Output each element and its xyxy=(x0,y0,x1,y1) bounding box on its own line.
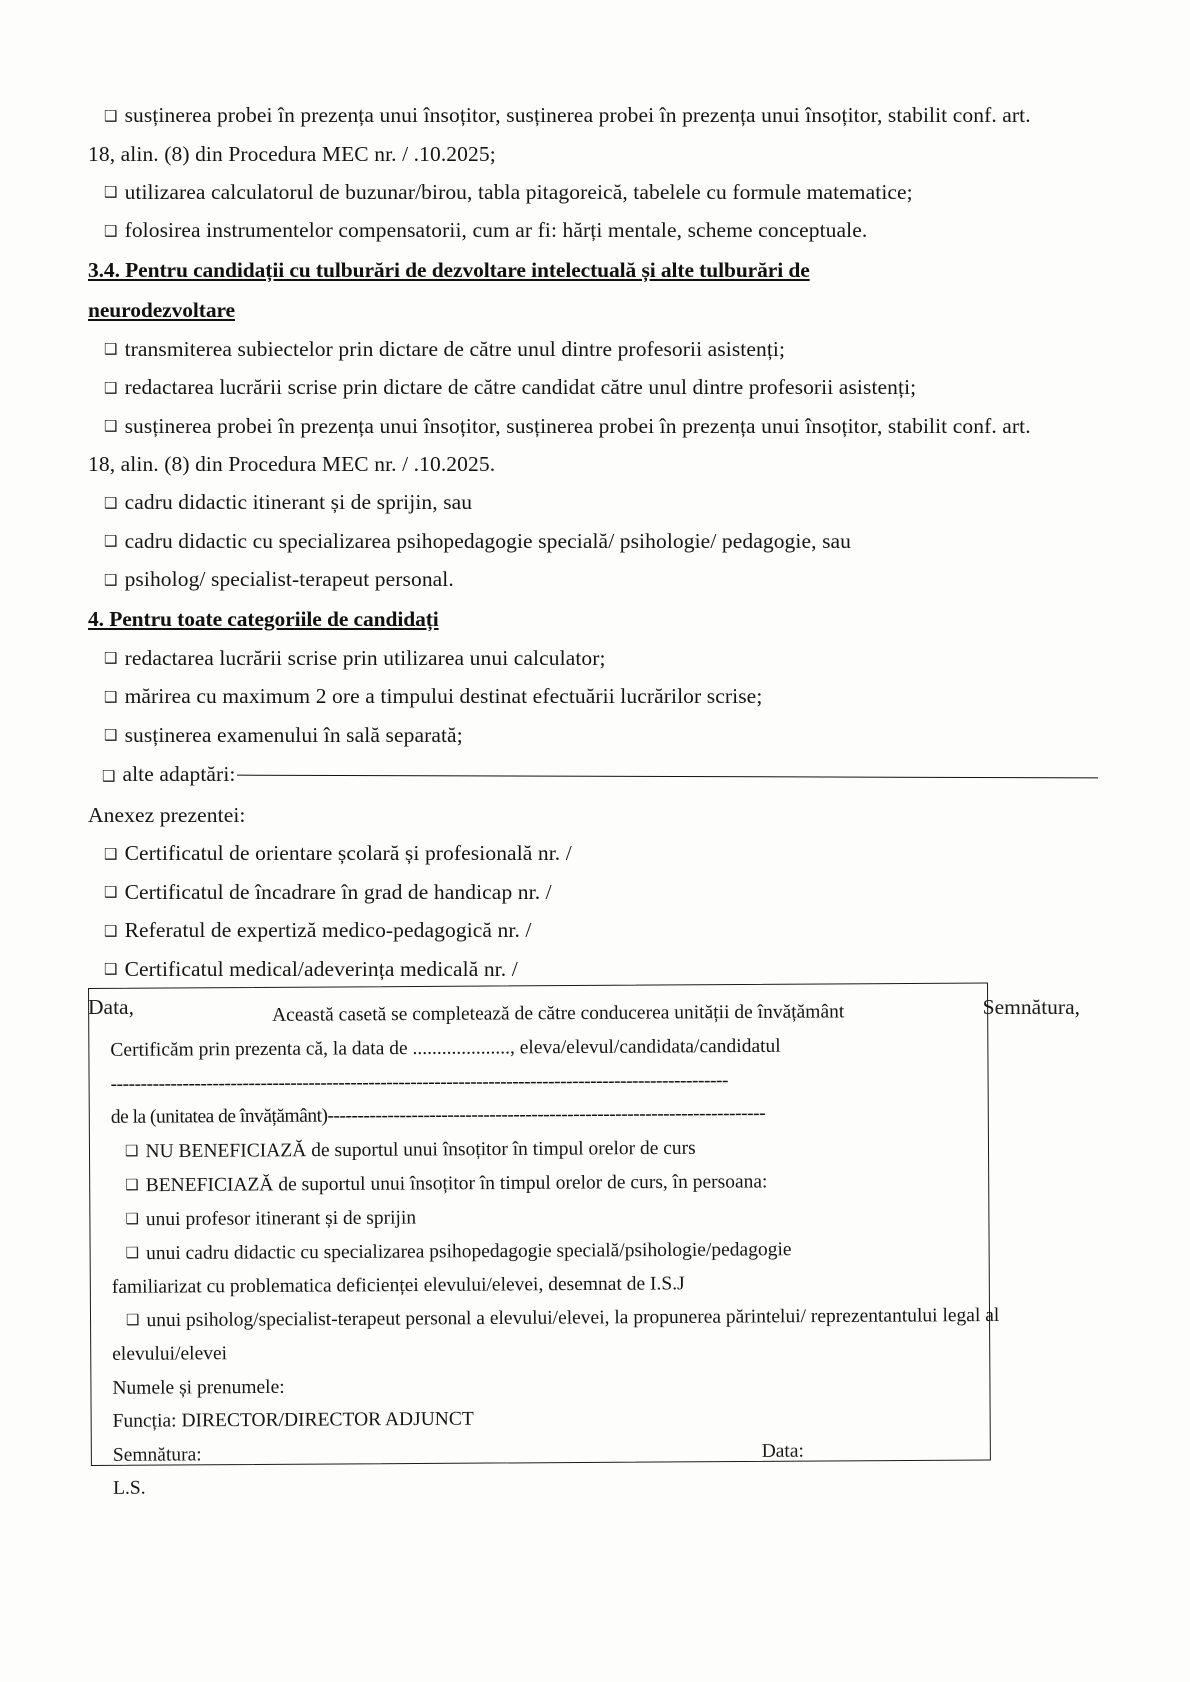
list-item xyxy=(111,1163,967,1202)
list-item-label: mărirea cu maximum 2 ore a timpului destinat efectuării lucrărilor scrise; xyxy=(124,684,763,708)
section-heading-3-4-line-1: 3.4. Pentru candidații cu tulburări de dezvoltare intelectuală și alte tulburări de xyxy=(88,257,810,282)
official-box-title: Această casetă se completează de către conducerea unității de învățământ xyxy=(271,1001,845,1026)
continuation-text: 18, alin. (8) din Procedura MEC nr. / .10.2025. xyxy=(88,452,496,476)
section-heading-4: 4. Pentru toate categoriile de candidați xyxy=(88,606,439,631)
checkbox-icon[interactable]: ❑ xyxy=(125,1243,140,1262)
list-item-label: utilizarea calculatorul de buzunar/birou, tabla pitagoreică, tabelele cu formule matematice; xyxy=(124,179,913,204)
list-item-label: cadru didactic itinerant și de sprijin, sau xyxy=(124,490,473,514)
checkbox-icon[interactable]: ❑ xyxy=(104,183,118,201)
list-item-label: folosirea instrumentelor compensatorii, cum ar fi: hărți mentale, scheme conceptuale. xyxy=(124,218,868,242)
other-adaptations-fill-line[interactable] xyxy=(237,775,1098,779)
checkbox-icon[interactable]: ❑ xyxy=(104,532,118,550)
list-item xyxy=(88,560,1098,599)
checkbox-icon[interactable]: ❑ xyxy=(104,726,118,744)
list-item xyxy=(88,96,1098,135)
list-item-label: susținerea examenului în sală separată; xyxy=(124,722,463,747)
list-item xyxy=(88,677,1098,716)
list-item-label: BENEFICIAZĂ de suportul unui însoțitor în timpul orelor de curs, în persoana: xyxy=(145,1170,768,1196)
school-name-fill-line[interactable]: de la (unitatea de învățământ)------------------------------------------------------------------------- xyxy=(110,1102,766,1128)
list-item xyxy=(88,873,1098,912)
list-item xyxy=(88,911,1098,950)
checkbox-icon[interactable]: ❑ xyxy=(104,649,118,667)
official-box-content xyxy=(88,983,1000,1499)
section-heading-3-4-line-2: neurodezvoltare xyxy=(88,297,235,322)
list-item-label: psiholog/ specialist-terapeut personal. xyxy=(124,567,454,591)
checkbox-icon[interactable]: ❑ xyxy=(102,767,116,785)
list-item xyxy=(88,330,1098,369)
role-field-label: Funcția: DIRECTOR/DIRECTOR ADJUNCT xyxy=(112,1408,474,1432)
list-item xyxy=(88,834,1098,873)
list-item xyxy=(112,1231,968,1270)
continuation-text: elevului/elevei xyxy=(112,1343,228,1365)
date-label: Data, xyxy=(88,995,134,1019)
box-signature-row xyxy=(113,1433,969,1472)
list-item-label: Certificatul de orientare școlară și profesională nr. / xyxy=(124,841,572,865)
checkbox-icon[interactable]: ❑ xyxy=(104,378,118,397)
continuation-text: 18, alin. (8) din Procedura MEC nr. / .10.2025; xyxy=(88,141,496,166)
checkbox-icon[interactable]: ❑ xyxy=(104,921,118,940)
certify-line: Certificăm prin prezenta că, la data de ...................., eleva/elevul/candidata/candidatul xyxy=(110,1035,781,1061)
continuation-text: familiarizat cu problematica deficienței elevului/elevei, desemnat de I.S.J xyxy=(111,1272,685,1298)
list-item xyxy=(112,1299,1000,1338)
list-item xyxy=(88,173,1098,212)
checkbox-icon[interactable]: ❑ xyxy=(104,106,118,125)
list-item xyxy=(88,639,1098,678)
other-adaptations-row xyxy=(88,754,1098,796)
checkbox-icon[interactable]: ❑ xyxy=(125,1175,139,1194)
list-item xyxy=(88,522,1098,561)
annexes-intro: Anexez prezentei: xyxy=(88,803,246,827)
list-item-label: Certificatul de încadrare în grad de handicap nr. / xyxy=(124,879,552,904)
list-item-label: redactarea lucrării scrise prin utilizarea unui calculator; xyxy=(124,645,606,670)
list-item-label: transmiterea subiectelor prin dictare de către unul dintre profesorii asistenți; xyxy=(124,336,786,361)
checkbox-icon[interactable]: ❑ xyxy=(104,844,118,863)
list-item-label: unui cadru didactic cu specializarea psihopedagogie specială/psihologie/pedagogie xyxy=(146,1238,792,1264)
list-item-label: unui profesor itinerant și de sprijin xyxy=(145,1207,417,1230)
checkbox-icon[interactable]: ❑ xyxy=(125,1209,139,1228)
student-name-fill-line[interactable]: ------------------------------------------------------------------------------------------------------- xyxy=(110,1069,728,1095)
checkbox-icon[interactable]: ❑ xyxy=(104,221,118,240)
official-box xyxy=(88,988,1000,1499)
name-field-label: Numele și prenumele: xyxy=(112,1376,285,1399)
box-signature-label: Semnătura: xyxy=(112,1443,202,1466)
other-adaptations-label: alte adaptări: xyxy=(122,762,236,786)
checkbox-icon[interactable]: ❑ xyxy=(104,687,118,706)
list-item-label: susținerea probei în prezența unui însoțitor, susținerea probei în prezența unui însoțitor, stabilit conf. art. xyxy=(124,103,1031,127)
list-item-label: redactarea lucrării scrise prin dictare de către candidat către unul dintre profesorii asistenți; xyxy=(124,375,917,399)
list-item-label: cadru didactic cu specializarea psihopedagogie specială/ psihologie/ pedagogie, sau xyxy=(124,528,852,553)
list-item xyxy=(88,407,1098,446)
checkbox-icon[interactable]: ❑ xyxy=(124,1141,139,1160)
checkbox-icon[interactable]: ❑ xyxy=(125,1310,140,1329)
list-item-label: Certificatul medical/adeverința medicală nr. / xyxy=(124,956,518,981)
list-item xyxy=(88,716,1098,755)
checkbox-icon[interactable]: ❑ xyxy=(104,883,118,901)
box-date-label: Data: xyxy=(761,1440,804,1462)
list-item xyxy=(111,1197,967,1236)
checkbox-icon[interactable]: ❑ xyxy=(104,417,118,435)
list-item-label: Referatul de expertiză medico-pedagogică nr. / xyxy=(124,918,532,942)
stamp-label: L.S. xyxy=(112,1477,146,1499)
signature-label: Semnătura, xyxy=(982,995,1080,1019)
checkbox-icon[interactable]: ❑ xyxy=(104,960,118,978)
document-body xyxy=(88,96,1098,1026)
list-item-label: NU BENEFICIAZĂ de suportul unui însoțitor în timpul orelor de curs xyxy=(145,1137,696,1162)
list-item-label: unui psiholog/specialist-terapeut personal a elevului/elevei, la propunerea părintelui/ reprezentantului legal al xyxy=(146,1304,1000,1332)
checkbox-icon[interactable]: ❑ xyxy=(104,340,118,358)
checkbox-icon[interactable]: ❑ xyxy=(104,493,118,512)
list-item xyxy=(111,1129,967,1168)
checkbox-icon[interactable]: ❑ xyxy=(104,570,118,589)
list-item xyxy=(88,211,1098,250)
list-item xyxy=(88,368,1098,407)
list-item xyxy=(88,483,1098,522)
list-item-label: susținerea probei în prezența unui însoțitor, susținerea probei în prezența unui însoțitor, stabilit conf. art. xyxy=(124,413,1031,438)
